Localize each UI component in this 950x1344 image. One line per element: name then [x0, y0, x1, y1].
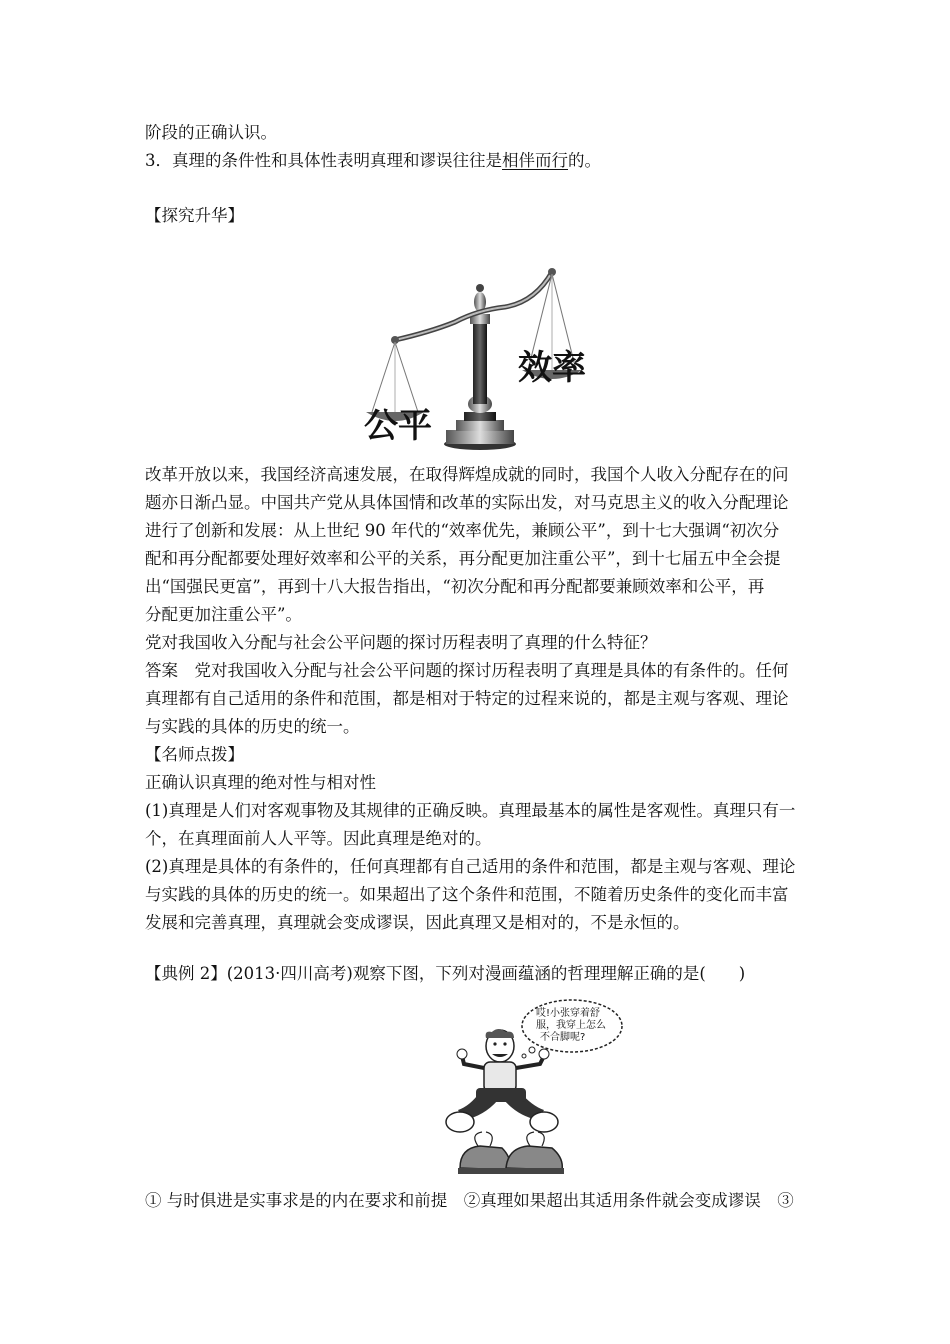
paragraph-line: 进行了创新和发展：从上世纪 90 年代的“效率优先，兼顾公平”，到十七大强调“初次分 [145, 521, 780, 540]
tips-line: (1)真理是人们对客观事物及其规律的正确反映。真理最基本的属性是客观性。真理只有一 [145, 801, 796, 820]
section-heading-explore: 【探究升华】 [145, 206, 244, 225]
paragraph-line: 配和再分配都要处理好效率和公平的关系，再分配更加注重公平”，到十七届五中全会提 [145, 549, 781, 568]
scale-label-fairness: 公平 [364, 406, 432, 446]
example-question: 【典例 2】(2013·四川高考)观察下图，下列对漫画蕴涵的哲理理解正确的是( ) [145, 964, 746, 983]
question-line: 党对我国收入分配与社会公平问题的探讨历程表明了真理的什么特征？ [145, 633, 657, 652]
tips-line: 发展和完善真理，真理就会变成谬误，因此真理又是相对的，不是永恒的。 [145, 913, 690, 932]
answer-line: 答案 党对我国收入分配与社会公平问题的探讨历程表明了真理是具体的有条件的。任何 [145, 661, 789, 680]
text-segment: 的。 [568, 151, 601, 170]
underlined-answer: 相伴而行 [502, 151, 568, 170]
text-line [145, 148, 601, 174]
answer-line: 真理都有自己适用的条件和范围，都是相对于特定的过程来说的，都是主观与客观、理论 [145, 689, 789, 708]
paragraph-line: 分配更加注重公平”。 [145, 605, 302, 624]
answer-line: 与实践的具体的历史的统一。 [145, 717, 360, 736]
scale-label-efficiency: 效率 [518, 348, 586, 388]
cartoon-bubble-line: 哎!小张穿着舒 [536, 1008, 601, 1019]
paragraph-line: 出“国强民更富”，再到十八大报告指出，“初次分配和再分配都要兼顾效率和公平，再 [145, 577, 765, 596]
text-segment: 3．真理的条件性和具体性表明真理和谬误往往是 [145, 151, 502, 170]
cartoon-bubble-line: 不合脚呢? [540, 1032, 586, 1043]
tips-line: 与实践的具体的历史的统一。如果超出了这个条件和范围，不随着历史条件的变化而丰富 [145, 885, 789, 904]
text-line: 阶段的正确认识。 [145, 123, 277, 142]
section-heading-tips: 【名师点拨】 [145, 745, 244, 764]
options-line: ① 与时俱进是实事求是的内在要求和前提 ②真理如果超出其适用条件就会变成谬误 ③ [145, 1191, 794, 1210]
cartoon-bubble-line: 服，我穿上怎么 [536, 1020, 606, 1031]
tips-title: 正确认识真理的绝对性与相对性 [145, 773, 376, 792]
tips-line: 个，在真理面前人人平等。因此真理是绝对的。 [145, 829, 492, 848]
cartoon-figure [440, 998, 640, 1180]
paragraph-line: 题亦日渐凸显。中国共产党从具体国情和改革的实际出发，对马克思主义的收入分配理论 [145, 493, 789, 512]
paragraph-line: 改革开放以来，我国经济高速发展，在取得辉煌成就的同时，我国个人收入分配存在的问 [145, 465, 789, 484]
tips-line: (2)真理是具体的有条件的，任何真理都有自己适用的条件和范围，都是主观与客观、理论 [145, 857, 796, 876]
balance-scale-figure [360, 262, 600, 462]
